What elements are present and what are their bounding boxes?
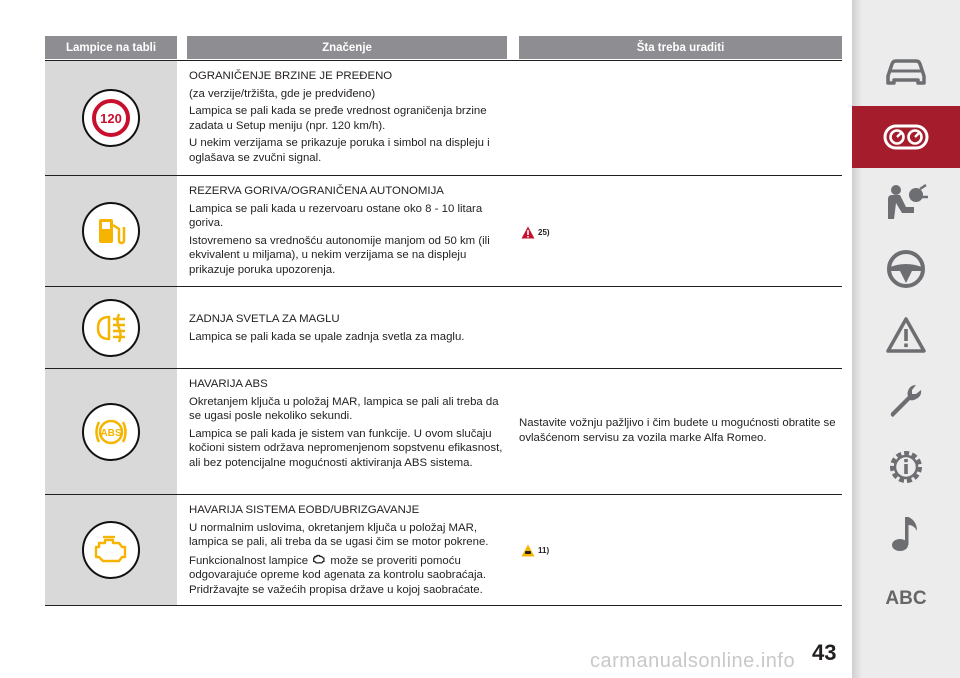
sidebar-item-emergency[interactable] — [852, 304, 960, 366]
sidebar-item-index[interactable] — [852, 568, 960, 630]
sidebar-item-instruments[interactable] — [852, 106, 960, 168]
sidebar-item-safety[interactable] — [852, 172, 960, 234]
sidebar-item-maintenance[interactable] — [852, 370, 960, 432]
sidebar-item-technical-data[interactable] — [852, 436, 960, 498]
row-title: HAVARIJA SISTEMA EOBD/UBRIZGAVANJE — [189, 504, 420, 516]
row-title: ZADNJA SVETLA ZA MAGLU — [189, 313, 340, 325]
warning-note-ref: 25) — [521, 226, 550, 239]
header-action: Šta treba uraditi — [519, 36, 842, 59]
wrench-icon — [886, 381, 926, 421]
music-note-icon — [889, 513, 923, 553]
table-row: ABS HAVARIJA ABS Okretanjem ključa u položaj MAR, lampica se pali ali treba da se ugasi posle nekoliko sekundi. Lampica se pali kada je sistem van funkcije. U ovom slučaju kočioni sistem održava nepromenjenom sopstvenu efikasnost, ali bez potencijalne mogućnosti aktiviranja ABS sistema. — [45, 369, 842, 495]
svg-text:ABS: ABS — [100, 427, 122, 439]
svg-text:120: 120 — [100, 111, 122, 126]
abs-icon — [82, 403, 140, 461]
table-row: 120 OGRANIČENJE BRZINE JE PREĐENO (za verzije/tržišta, gde je predviđeno) Lampica se pali kada se pređe vrednost ograničenja brzine zadata u Setup meniju (npr. 120 km/h). U nekim verzijama se prikazuje poruka i simbol na displeju i oglašava se zvučni signal. — [45, 61, 842, 176]
page-number: 43 — [812, 640, 837, 665]
table-row: ZADNJA SVETLA ZA MAGLU Lampica se pali kada se upale zadnja svetla za maglu. — [45, 287, 842, 369]
table-row: HAVARIJA SISTEMA EOBD/UBRIZGAVANJE U normalnim uslovima, okretanjem ključa u položaj MAR, lampica se pali, ali treba da se ugasi čim se motor pokrene. Funkcionalnost lampice može se proveriti pomoću odgovarajuće opreme kod agenata za kontrolu saobraćaja. Pridržavajte se važećih propisa države u kojoj saobraćate. — [45, 495, 842, 606]
engine-inline-icon — [311, 553, 327, 565]
chapter-sidebar — [852, 0, 960, 678]
table-row: REZERVA GORIVA/OGRANIČENA AUTONOMIJA Lampica se pali kada u rezervoaru ostane oko 8 - 10 litara goriva. Istovremeno sa vrednošću autonomije manjom od 50 km (ili ekvivalent u miljama), u nekim verzijama se na displeju prikazuje poruka upozorenja. — [45, 176, 842, 287]
steering-wheel-icon — [886, 249, 926, 289]
fuel-pump-icon — [82, 202, 140, 260]
dashboard-gauges-icon — [883, 123, 929, 151]
airbag-person-icon — [884, 183, 928, 223]
warning-triangle-icon — [885, 316, 927, 354]
caution-note-ref: 11) — [521, 544, 549, 557]
watermark: carmanualsonline.info — [590, 650, 796, 672]
row-title: REZERVA GORIVA/OGRANIČENA AUTONOMIJA — [189, 185, 444, 197]
engine-check-icon — [82, 521, 140, 579]
caution-hand-icon — [521, 544, 535, 557]
sidebar-item-multimedia[interactable] — [852, 502, 960, 564]
sidebar-item-start-driving[interactable] — [852, 238, 960, 300]
action-text: Nastavite vožnju pažljivo i čim budete u mogućnosti obratite se ovlašćenom servisu za vozila marke Alfa Romeo. — [519, 417, 836, 444]
header-lamps: Lampice na tabli — [45, 36, 177, 59]
car-icon — [884, 56, 928, 86]
row-title: OGRANIČENJE BRZINE JE PREĐENO — [189, 70, 393, 82]
speed-limit-120-icon — [82, 89, 140, 147]
warning-triangle-icon — [521, 226, 535, 239]
sidebar-item-vehicle[interactable] — [852, 40, 960, 102]
abc-index-label: ABC — [885, 588, 927, 609]
row-title: HAVARIJA ABS — [189, 378, 268, 390]
header-meaning: Značenje — [187, 36, 507, 59]
info-gear-icon — [885, 446, 927, 488]
rear-fog-light-icon — [82, 299, 140, 357]
